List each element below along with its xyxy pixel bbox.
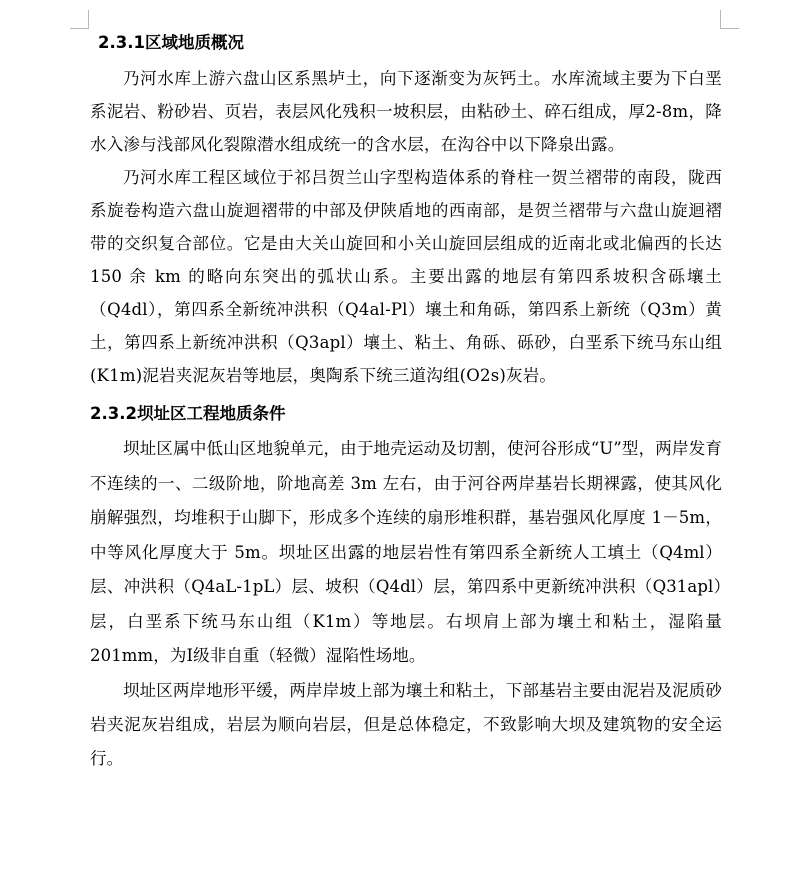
page-corner-mark-top-left	[70, 10, 89, 29]
paragraph-bank-stability: 坝址区两岸地形平缓，两岸岸坡上部为壤土和粘土，下部基岩主要由泥岩及泥质砂岩夹泥灰岩组成，岩层为顺向岩层，但是总体稳定，不致影响大坝及建筑物的安全运行。	[90, 680, 722, 768]
paragraph-dam-site-landform: 坝址区属中低山区地貌单元，由于地壳运动及切割，使河谷形成“U”型，两岸发育不连续的一、二级阶地，阶地高差 3m 左右，由于河谷两岸基岩长期裸露，使其风化崩解强烈，均堆积于山脚下，形成多个连续的扇形堆积群，基岩强风化厚度 1－5m，中等风化厚度大于 5m。坝址区出露的地层岩性有第四系全新统人工填土（Q4ml）层、冲洪积（Q4aL-1pL）层、坡积（Q4dl）层，第四系中更新统冲洪积（Q31apl）层，白垩系下统马东山组（K1m）等地层。右坝肩上部为壤土和粘土，湿陷量 201mm，为Ⅰ级非自重（轻微）湿陷性场地。	[90, 439, 722, 665]
paragraph-regional-structure: 乃河水库工程区域位于祁吕贺兰山字型构造体系的脊柱一贺兰褶带的南段，陇西系旋卷构造六盘山旋迴褶带的中部及伊陕盾地的西南部，是贺兰褶带与六盘山旋迴褶带的交织复合部位。它是由大关山旋回和小关山旋回层组成的近南北或北偏西的长达 150 余 km 的略向东突出的弧状山系。主要出露的地层有第四系坡积含砾壤土（Q4dl），第四系全新统冲洪积（Q4al-Pl）壤土和角砾，第四系上新统（Q3m）黄土，第四系上新统冲洪积（Q3apl）壤土、粘土、角砾、砾砂，白垩系下统马东山组(K1m)泥岩夹泥灰岩等地层，奥陶系下统三道沟组(O2s)灰岩。	[90, 168, 722, 385]
document-body	[90, 30, 722, 776]
page-corner-mark-top-right	[720, 10, 739, 29]
section-heading-2-3-2: 2.3.2坝址区工程地质条件	[90, 404, 286, 423]
section-heading-2-3-1: 2.3.1区域地质概况	[98, 33, 244, 52]
paragraph-upstream-soil: 乃河水库上游六盘山区系黑垆土，向下逐渐变为灰钙土。水库流域主要为下白垩系泥岩、粉砂岩、页岩，表层风化残积一坡积层，由粘砂土、碎石组成，厚2-8m，降水入渗与浅部风化裂隙潜水组成统一的含水层，在沟谷中以下降泉出露。	[90, 69, 722, 154]
